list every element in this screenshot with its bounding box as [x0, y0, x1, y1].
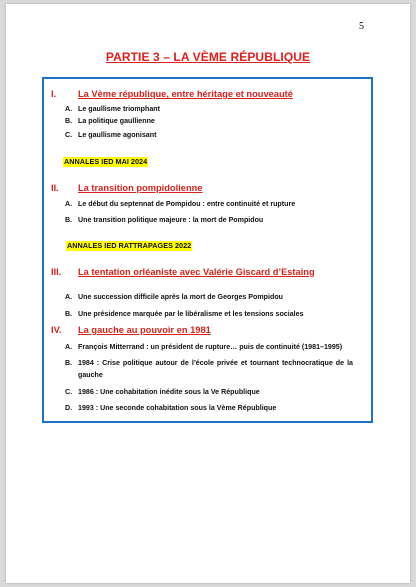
item-text: Le début du septennat de Pompidou : entre continuité et rupture [78, 200, 296, 208]
item-text: Une présidence marquée par le libéralisme et les tensions sociales [78, 310, 304, 318]
section-number: III. [51, 267, 62, 277]
item-letter: B. [65, 359, 73, 367]
page-title: PARTIE 3 – LA VÈME RÉPUBLIQUE [105, 50, 311, 64]
item-letter: B. [65, 216, 73, 224]
item-letter: B. [65, 117, 73, 125]
item-letter: C. [65, 388, 73, 396]
item-text: Le gaullisme triomphant [78, 105, 160, 113]
outline-box [42, 77, 373, 423]
section-title: La tentation orléaniste avec Valérie Giscard d’Estaing [78, 267, 315, 277]
page-number: 5 [359, 21, 364, 32]
item-text: Une succession difficile après la mort de Georges Pompidou [78, 293, 283, 301]
item-letter: A. [65, 293, 73, 301]
section-title: La Vème république, entre héritage et nouveauté [78, 89, 293, 99]
section-title: La transition pompidolienne [78, 183, 203, 193]
item-letter: B. [65, 310, 73, 318]
item-text: Le gaullisme agonisant [78, 131, 157, 139]
section-title: La gauche au pouvoir en 1981 [78, 325, 211, 335]
item-letter: A. [65, 105, 73, 113]
item-text: La politique gaullienne [78, 117, 155, 125]
item-letter: C. [65, 131, 73, 139]
item-text: 1993 : Une seconde cohabitation sous la Vème République [78, 404, 277, 412]
document-page [6, 4, 410, 583]
item-text: Une transition politique majeure : la mort de Pompidou [78, 216, 264, 224]
annales-highlight: ANNALES IED RATTRAPAGES 2022 [67, 241, 192, 250]
section-number: IV. [51, 325, 62, 335]
section-number: II. [51, 183, 59, 193]
item-letter: A. [65, 200, 73, 208]
annales-highlight: ANNALES IED MAI 2024 [64, 157, 148, 166]
item-text: François Mitterrand : un président de rupture… puis de continuité (1981–1995) [78, 343, 343, 351]
item-text: 1986 : Une cohabitation inédite sous la Ve République [78, 388, 260, 396]
section-number: I. [51, 89, 57, 99]
item-text: 1984 : Crise politique autour de l’école privée et tournant technocratique de la gauche [78, 359, 353, 379]
item-letter: D. [65, 404, 73, 412]
item-letter: A. [65, 343, 73, 351]
